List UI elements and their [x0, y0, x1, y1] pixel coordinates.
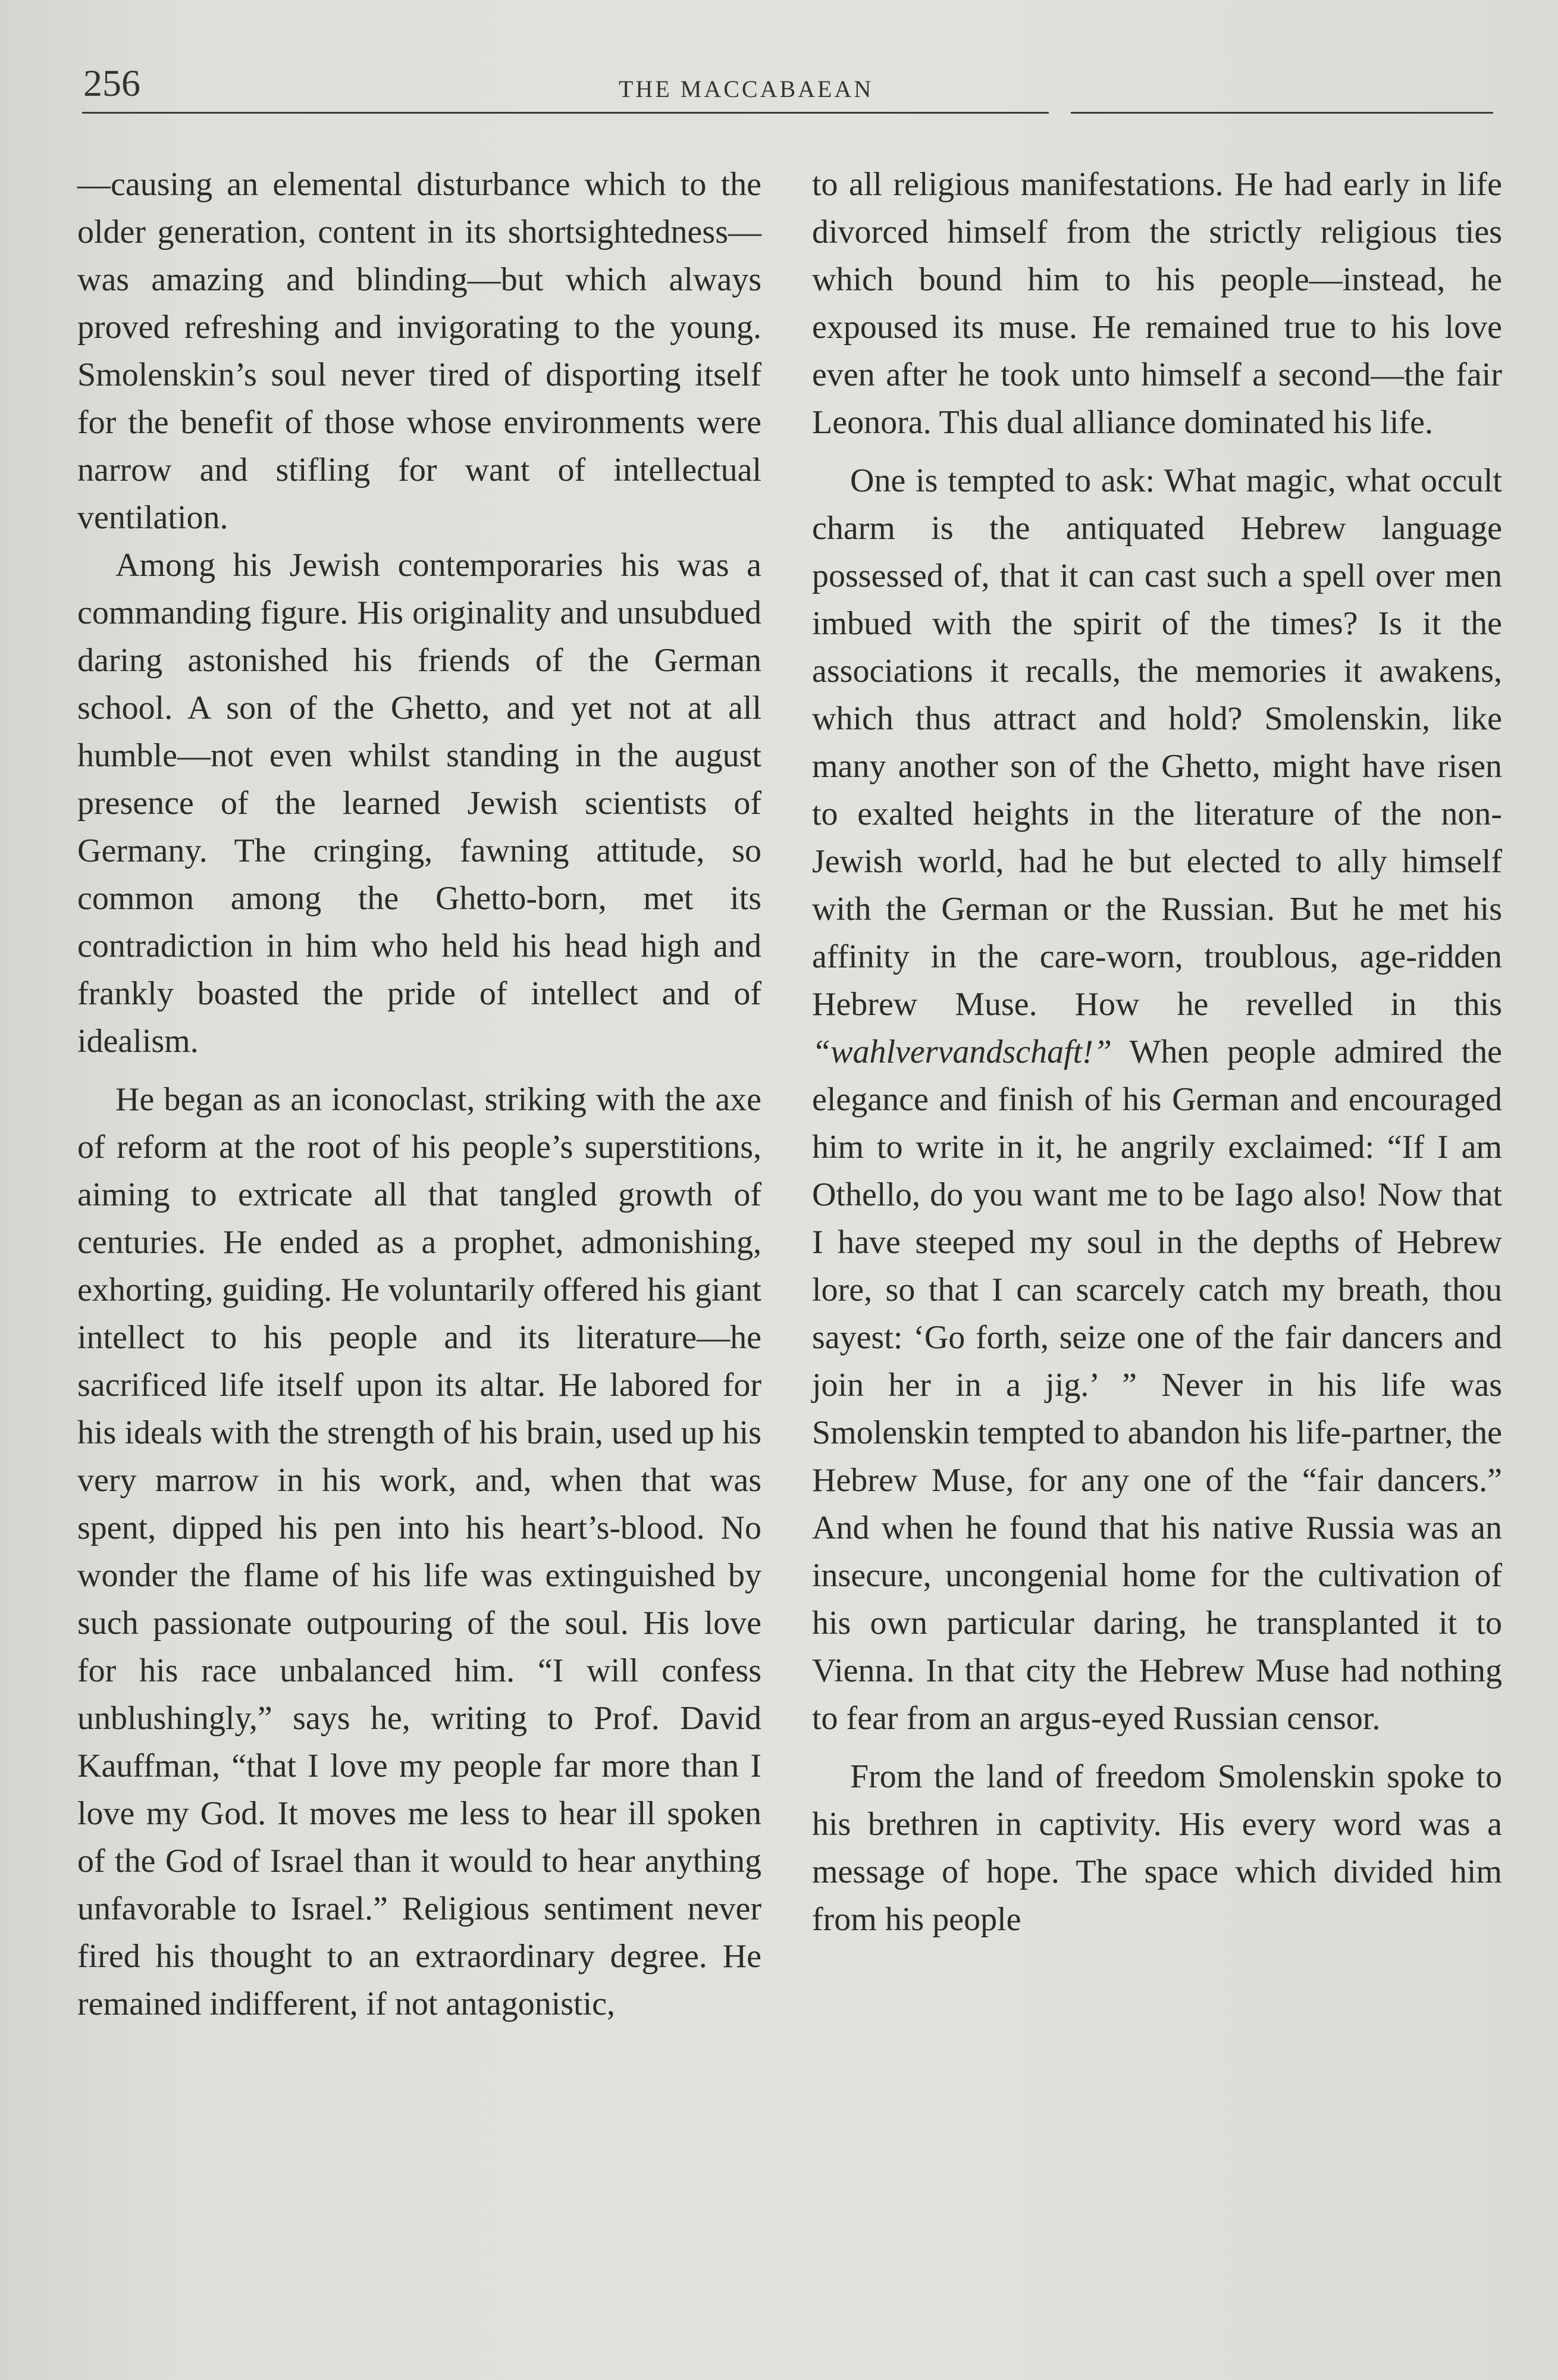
german-term: “wahlvervandschaft!”: [812, 1034, 1112, 1070]
right-paragraph-1: to all religious manifestations. He had early in life divorced himself from the strictly religious ties which bound him to his people—instead, he expoused its muse. He remained true to his love even after he took unto himself a second—the fair Leonora. This dual alliance dominated his life.: [812, 166, 1502, 441]
right-paragraph-2-part-a: One is tempted to ask: What magic, what occult charm is the antiquated Hebrew language possessed of, that it can cast such a spell over men imbued with the spirit of the times? Is it the associations it recalls, the memories it awakens, which thus attract and hold? Smolenskin, like many another son of the Ghetto, might have risen to exalted heights in the literature of the non-Jewish world, had he but elected to ally himself with the German or the Russian. But he met his affinity in the care-worn, troublous, age-ridden Hebrew Muse. How he revelled in this: [812, 462, 1502, 1023]
page-number: 256: [83, 62, 140, 104]
left-column: [77, 161, 761, 2028]
right-paragraph-2-part-b: When people admired the elegance and finish of his German and encouraged him to write in it, he angrily exclaimed: “If I am Othello, do you want me to be Iago also! Now that I have steeped my soul in the depths of Hebrew lore, so that I can scarcely catch my breath, thou sayest: ‘Go forth, seize one of the fair dancers and join her in a jig.’ ” Never in his life was Smolenskin tempted to abandon his life-partner, the Hebrew Muse, for any one of the “fair dancers.” And when he found that his native Russia was an insecure, uncongenial home for the cultivation of his own particular daring, he transplanted it to Vienna. In that city the Hebrew Muse had nothing to fear from an argus-eyed Russian censor.: [812, 1034, 1502, 1737]
right-paragraph-3: From the land of freedom Smolenskin spoke to his brethren in captivity. His every word was a message of hope. The space which divided him from his people: [812, 1758, 1502, 1938]
left-paragraph-3: He began as an iconoclast, striking with the axe of reform at the root of his people’s superstitions, aiming to extricate all that tangled growth of centuries. He ended as a prophet, admonishing, exhorting, guiding. He voluntarily offered his giant intellect to his people and its literature—he sacrificed life itself upon its altar. He labored for his ideals with the strength of his brain, used up his very marrow in his work, and, when that was spent, dipped his pen into his heart’s-blood. No wonder the flame of his life was extinguished by such passionate outpouring of the soul. His love for his race unbalanced him. “I will confess unblushingly,” says he, writing to Prof. David Kauffman, “that I love my people far more than I love my God. It moves me less to hear ill spoken of the God of Israel than it would to hear anything unfavorable to Israel.” Religious sentiment never fired his thought to an extraordinary degree. He remained indifferent, if not antagonistic,: [77, 1081, 761, 2022]
header-rule-left: [82, 112, 1049, 114]
header-rule-right: [1071, 112, 1493, 114]
left-paragraph-1: —causing an elemental disturbance which to the older generation, content in its shortsightedness—was amazing and blinding—but which always proved refreshing and invigorating to the young. Smolenskin’s soul never tired of disporting itself for the benefit of those whose environments were narrow and stifling for want of intellectual ventilation.: [77, 166, 761, 536]
right-paragraph-2: [812, 457, 1502, 1742]
running-title: THE MACCABAEAN: [619, 76, 874, 102]
right-column: [812, 161, 1502, 1943]
left-paragraph-2: Among his Jewish contemporaries his was a commanding figure. His originality and unsubdued daring astonished his friends of the German school. A son of the Ghetto, and yet not at all humble—not even whilst standing in the august presence of the learned Jewish scientists of Germany. The cringing, fawning attitude, so common among the Ghetto-born, met its contradiction in him who held his head high and frankly boasted the pride of intellect and of idealism.: [77, 547, 761, 1060]
